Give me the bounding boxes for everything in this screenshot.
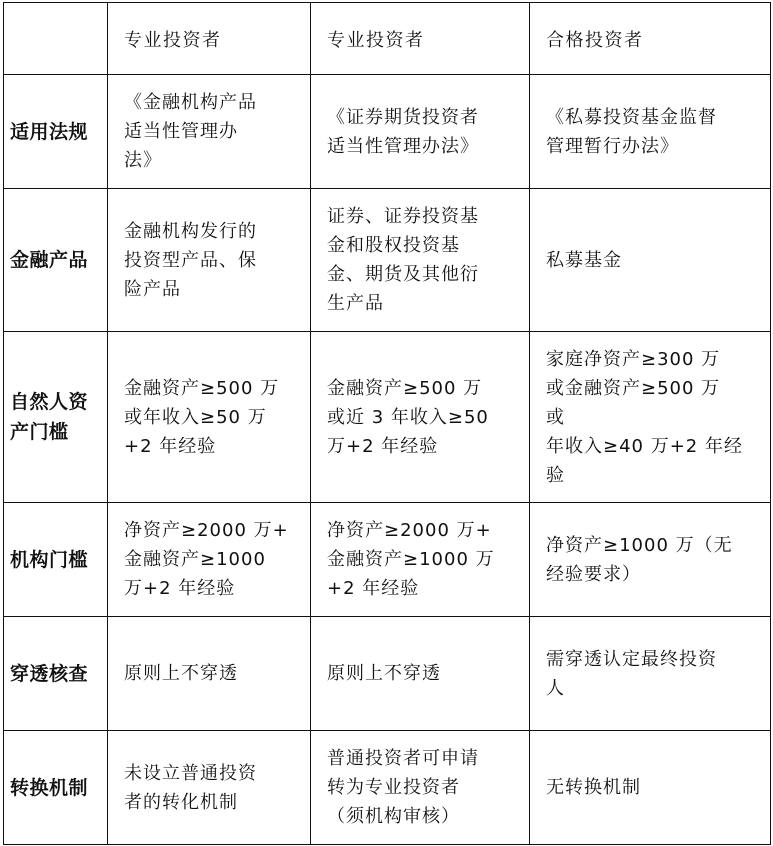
table-cell	[530, 75, 771, 189]
row-header-financial-product: 金融产品	[4, 189, 108, 332]
cell-line: 生产品	[327, 293, 384, 314]
table-cell	[311, 503, 530, 617]
cell-line: 法》	[124, 150, 162, 171]
table-cell	[530, 189, 771, 332]
row-header-conversion-mechanism: 转换机制	[4, 731, 108, 845]
column-header-qualified: 合格投资者	[530, 3, 771, 75]
row-header-institution-threshold: 机构门槛	[4, 503, 108, 617]
column-header-professional-2: 专业投资者	[311, 3, 530, 75]
table-row	[4, 731, 771, 845]
table-row	[4, 503, 771, 617]
cell-line: 金融机构发行的	[124, 220, 257, 242]
cell-line: 《证券期货投资者	[327, 106, 479, 128]
cell-line: 家庭净资产≥300 万	[546, 348, 721, 370]
cell-line: 证券、证券投资基	[327, 206, 479, 227]
cell-line: 净资产≥2000 万+	[327, 520, 492, 541]
table-cell	[108, 75, 311, 189]
column-header-professional-1: 专业投资者	[108, 3, 311, 75]
cell-line: 适当性管理办	[124, 121, 238, 142]
row-header-penetration-check: 穿透核查	[4, 617, 108, 731]
cell-line: 万+2 年经验	[327, 435, 439, 457]
cell-line: 金融资产≥500 万	[327, 377, 483, 399]
table-row	[4, 332, 771, 503]
cell-line: 经验要求）	[546, 563, 641, 585]
table-cell	[108, 731, 311, 845]
cell-line: 《金融机构产品	[124, 92, 257, 113]
cell-line: 原则上不穿透	[124, 663, 238, 684]
cell-line: 金、期货及其他衍	[327, 264, 479, 285]
table-row	[4, 75, 771, 189]
header-row	[4, 3, 771, 75]
cell-line: 适当性管理办法》	[327, 135, 479, 157]
cell-line: 金和股权投资基	[327, 235, 460, 256]
cell-line: 无转换机制	[546, 777, 641, 798]
table-cell	[311, 75, 530, 189]
cell-line: 万+2 年经验	[124, 578, 236, 599]
cell-line: 或年收入≥50 万	[124, 406, 267, 428]
cell-line: 验	[546, 464, 565, 486]
cell-line: +2 年经验	[124, 435, 217, 457]
cell-line: 金融资产≥1000 万	[327, 549, 495, 570]
cell-line: 金融资产≥1000	[124, 549, 266, 570]
cell-line: 或	[546, 406, 565, 428]
table-cell	[311, 731, 530, 845]
cell-line: +2 年经验	[327, 578, 420, 599]
table-cell	[530, 332, 771, 503]
cell-line: 年收入≥40 万+2 年经	[546, 435, 743, 457]
row-header-line: 自然人资	[10, 391, 89, 413]
table-cell	[530, 731, 771, 845]
cell-line: 人	[546, 677, 565, 699]
cell-line: 净资产≥1000 万（无	[546, 534, 733, 556]
cell-line: 《私募投资基金监督	[546, 106, 717, 128]
row-header-individual-asset-threshold	[4, 332, 108, 503]
row-header-line: 产门槛	[10, 421, 69, 443]
cell-line: 转为专业投资者	[327, 777, 460, 798]
row-header-applicable-regulation: 适用法规	[4, 75, 108, 189]
cell-line: 未设立普通投资	[124, 762, 257, 784]
cell-line: 或近 3 年收入≥50	[327, 406, 489, 428]
cell-line: 险产品	[124, 278, 181, 300]
table-cell	[108, 617, 311, 731]
table-cell	[108, 332, 311, 503]
investor-comparison-table	[3, 2, 771, 845]
cell-line: 者的转化机制	[124, 791, 238, 813]
cell-line: 需穿透认定最终投资	[546, 648, 717, 670]
corner-cell	[4, 3, 108, 75]
table-cell	[311, 332, 530, 503]
cell-line: 私募基金	[546, 249, 622, 271]
table-cell	[108, 189, 311, 332]
cell-line: 或金融资产≥500 万	[546, 377, 721, 399]
cell-line: （须机构审核）	[327, 806, 460, 827]
table-cell	[108, 503, 311, 617]
table-row	[4, 617, 771, 731]
cell-line: 管理暂行办法》	[546, 135, 679, 157]
cell-line: 原则上不穿透	[327, 663, 441, 684]
cell-line: 净资产≥2000 万+	[124, 520, 289, 541]
table-cell	[530, 617, 771, 731]
cell-line: 投资型产品、保	[124, 249, 257, 271]
cell-line: 普通投资者可申请	[327, 748, 479, 769]
table-row	[4, 189, 771, 332]
cell-line: 金融资产≥500 万	[124, 377, 280, 399]
table-cell	[311, 617, 530, 731]
table-cell	[311, 189, 530, 332]
table-cell	[530, 503, 771, 617]
